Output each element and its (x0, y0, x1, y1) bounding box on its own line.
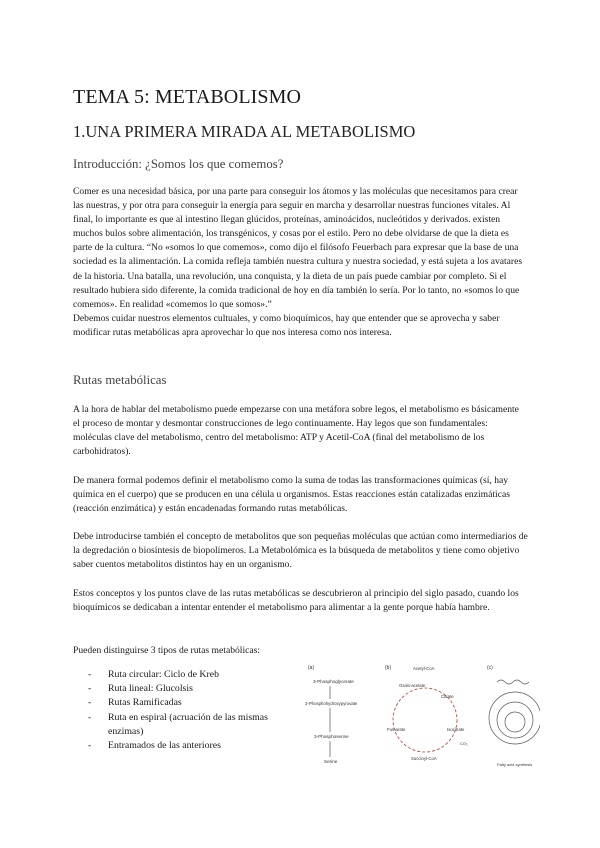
metabolic-routes-figure (305, 660, 540, 770)
panel-c-label: (c) (487, 665, 493, 671)
linear-node-top: 3-Phosphoglycerate (313, 679, 354, 684)
page-title: TEMA 5: METABOLISMO (73, 86, 302, 108)
list-item: - Ruta lineal: Glucolsis (88, 682, 303, 696)
section-title: 1.UNA PRIMERA MIRADA AL METABOLISMO (73, 122, 416, 141)
routes-paragraph-3: Debe introducirse también el concepto de metabolitos que son pequeñas moléculas que actúan como intermediarios de la degredación o biosíntesis de biopolímeros. La Metabolómica es la búsqueda de metabolitos y tiene como objetivo saber cuentos metabolitos distintos hay en un organismo. (73, 531, 528, 571)
route-types-list (88, 668, 303, 753)
linear-node-mid2: 3-Phosphoserine (314, 734, 349, 739)
list-item: - Ruta en espiral (acruación de las mismas enzimas) (88, 711, 303, 739)
routes-heading: Rutas metabólicas (73, 373, 167, 387)
cycle-node-succinyl: Succinyl-CoA (411, 756, 437, 761)
spiral-label: Fatty acid synthesis (497, 762, 533, 767)
cycle-node-co2: CO₂ (460, 741, 468, 746)
cycle-node-isocitrate: Isocitrate (447, 727, 465, 732)
types-intro: Pueden distinguirse 3 tipos de rutas metabólicas: (73, 645, 261, 656)
intro-paragraph (73, 185, 528, 340)
spiral-ring (505, 712, 525, 732)
intro-text-2: Debemos cuidar nuestros elementos cultuales, y como bioquímicos, hay que entender que se aprovecha y saber modificar rutas metabólicas apra aprovechar lo que nos interesa como nos interesa. (73, 312, 500, 338)
spiral-pathway (489, 680, 540, 744)
intro-text: Comer es una necesidad básica, por una parte para conseguir los átomos y las moléculas que necesitamos para crear las nuestras, y por otra para conseguir la energía para seguir en marcha y desarrollar nuestras funciones vitales. Al final, lo importante es que al intestino llegan glúcidos, proteínas, aminoácidos, nucleótidos y derivados. existen muchos bulos sobre alimentación, los transgénicos, y cosas por el estilo. Pero no debe olvidarse de que la dieta es parte de la cultura. “No «somos lo que comemos», como dijo el filósofo Feuerbach para expresar que la base de una sociedad es la alimentación. La comida refleja también nuestra cultura y nuestra sociedad, y está sujeta a los avatares de la historia. Una batalla, una revolución, una conquista, y la dieta de un país puede cambiar por completo. Si el resultado hubiera sido diferente, la comida tradicional de hoy en día también lo sería. Por lo tanto, no «somos lo que comemos». En realidad «comemos lo que somos».” (73, 186, 523, 310)
list-item: - Ruta circular: Ciclo de Kreb (88, 668, 303, 682)
list-item: - Rutas Ramificadas (88, 696, 303, 710)
cycle-node-citrate: Citrate (441, 694, 454, 699)
list-item: - Entramados de las anteriores (88, 739, 303, 753)
cycle-node-fumarate: Fumarate (387, 727, 406, 732)
linear-node-bottom: Serine (324, 759, 338, 764)
routes-paragraph-4: Estos conceptos y los puntos clave de las rutas metabólicas se descubrieron al principio del siglo pasado, cuando los bioquímicos se dedicaban a intentar entender el metabolismo para alimentar a la gente porque había hambre. (73, 588, 519, 614)
spiral-input-chain (497, 680, 529, 684)
panel-b-label: (b) (385, 665, 392, 671)
panel-a-label: (a) (308, 665, 315, 671)
linear-node-mid1: 3-Phosphohydroxypyruvate (305, 701, 358, 706)
routes-paragraph-2: De manera formal podemos definir el metabolismo como la suma de todas las transformaciones químicas (sí, hay química en el cuerpo) que se producen en una célula u organismos. Estas reacciones están catalizadas enzimáticas (reacción enzimática) y están encadenadas formando rutas metabólicas. (73, 475, 510, 515)
spiral-ring (497, 702, 533, 738)
cycle-node-acetyl: Acetyl-CoA (413, 666, 435, 671)
cycle-node-oxalo: Oxalo-acetate (399, 683, 426, 688)
routes-paragraph-1: A la hora de hablar del metabolismo puede empezarse con una metáfora sobre legos, el metabolismo es básicamente el proceso de montar y desmontar construcciones de lego continuamente. Hay legos que son fundamentales: moléculas clave del metabolismo, centro del metabolismo: ATP y Acetil-CoA (final del metabolismo de los carbohidratos). (73, 404, 519, 458)
spiral-ring (489, 692, 540, 744)
intro-heading: Introducción: ¿Somos los que comemos? (73, 157, 284, 171)
